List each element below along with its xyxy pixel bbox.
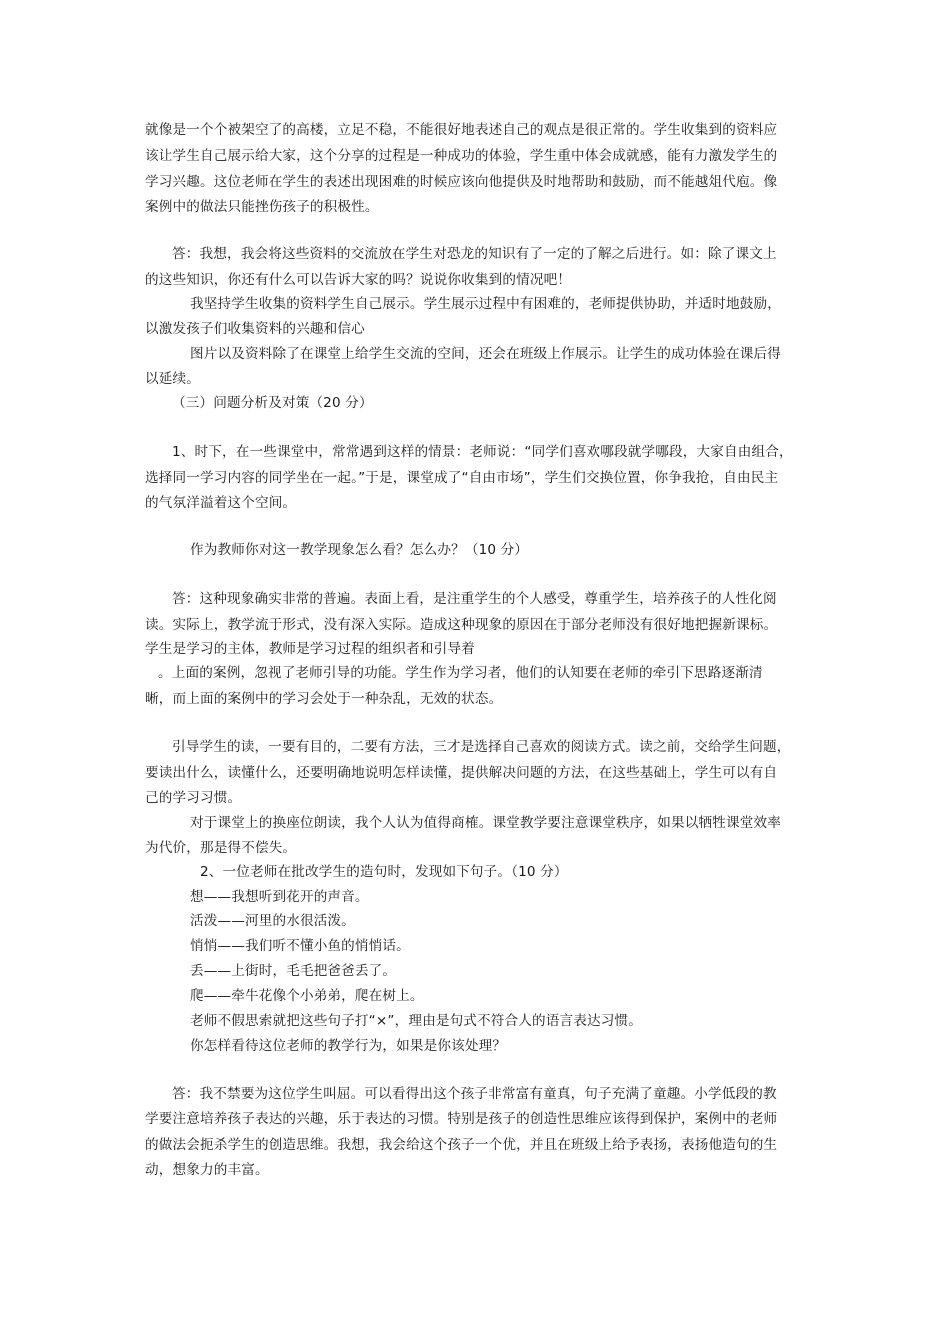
paragraph-line: 该让学生自己展示给大家，这个分享的过程是一种成功的体验，学生重中体会成就感，能有力激发学生的	[145, 148, 778, 164]
answer-line: 。上面的案例，忽视了老师引导的功能。学生作为学习者，他们的认知要在老师的牵引下思路逐渐清	[158, 665, 763, 681]
question-line: 1、时下，在一些课堂中，常常遇到这样的情景：老师说：“同学们喜欢哪段就学哪段，大家自由组合，	[172, 444, 793, 460]
paragraph-line: 引导学生的读，一要有目的，二要有方法，三才是选择自己喜欢的阅读方式。读之前，交给学生问题，	[172, 739, 791, 755]
answer-line: 的这些知识，你还有什么可以告诉大家的吗？说说你收集到的情况吧！	[145, 272, 572, 288]
paragraph-line: 己的学习习惯。	[145, 790, 242, 806]
answer-line: 的做法会扼杀学生的创造思维。我想，我会给这个孩子一个优，并且在班级上给予表扬，表扬他造句的生	[145, 1137, 778, 1153]
section-heading: （三）问题分析及对策（20 分）	[172, 395, 373, 411]
question-line: 2、一位老师在批改学生的造句时，发现如下句子。（10 分）	[200, 864, 568, 880]
paragraph-line: 案例中的做法只能挫伤孩子的积极性。	[145, 199, 379, 215]
paragraph-line: 为代价，那是得不偿失。	[145, 840, 297, 856]
question-prompt: 你怎样看待这位老师的教学行为，如果是你该处理？	[190, 1038, 507, 1054]
example-sentence: 想——我想听到花开的声音。	[190, 889, 369, 905]
paragraph-line: 要读出什么，读懂什么，还要明确地说明怎样读懂，提供解决问题的方法，在这些基础上，学生可以有自	[145, 765, 778, 781]
answer-line: 答：我想，我会将这些资料的交流放在学生对恐龙的知识有了一定的了解之后进行。如：除了课文上	[172, 246, 777, 262]
answer-line: 动，想象力的丰富。	[145, 1162, 269, 1178]
question-prompt: 作为教师你对这一教学现象怎么看？怎么办？（10 分）	[190, 542, 529, 558]
answer-line: 晰，而上面的案例中的学习会处于一种杂乱，无效的状态。	[145, 691, 503, 707]
answer-line: 读。实际上，教学流于形式，没有深入实际。造成这种现象的原因在于部分老师没有很好地把握新课标。	[145, 617, 778, 633]
answer-line: 学要注意培养孩子表达的兴趣，乐于表达的习惯。特别是孩子的创造性思维应该得到保护，案例中的老师	[145, 1111, 778, 1127]
example-sentence: 丢——上街时，毛毛把爸爸丢了。	[190, 963, 397, 979]
answer-line: 学生是学习的主体，教师是学习过程的组织者和引导着	[145, 641, 475, 657]
answer-line: 以延续。	[145, 371, 200, 387]
paragraph-line: 对于课堂上的换座位朗读，我个人认为值得商榷。课堂教学要注意课堂秩序，如果以牺牲课堂效率	[190, 815, 781, 831]
paragraph-line: 就像是一个个被架空了的高楼，立足不稳，不能很好地表述自己的观点是很正常的。学生收集到的资料应	[145, 122, 778, 138]
question-line: 选择同一学习内容的同学坐在一起。”于是，课堂成了“自由市场”，学生们交换位置，你争我抢，自由民主	[145, 470, 779, 486]
example-sentence: 悄悄——我们听不懂小鱼的悄悄话。	[190, 938, 410, 954]
paragraph-line: 学习兴趣。这位老师在学生的表述出现困难的时候应该向他提供及时地帮助和鼓励，而不能越俎代庖。像	[145, 174, 778, 190]
answer-line: 我坚持学生收集的资料学生自己展示。学生展示过程中有困难的，老师提供协助，并适时地鼓励，	[190, 296, 781, 312]
answer-line: 以激发孩子们收集资料的兴趣和信心	[145, 321, 365, 337]
question-line: 老师不假思索就把这些句子打“×”，理由是句式不符合人的语言表达习惯。	[190, 1013, 642, 1029]
answer-line: 答：这种现象确实非常的普遍。表面上看，是注重学生的个人感受，尊重学生，培养孩子的人性化阅	[172, 591, 777, 607]
answer-line: 图片以及资料除了在课堂上给学生交流的空间，还会在班级上作展示。让学生的成功体验在课后得	[190, 346, 781, 362]
answer-line: 答：我不禁要为这位学生叫屈。可以看得出这个孩子非常富有童真，句子充满了童趣。小学低段的教	[172, 1086, 777, 1102]
example-sentence: 活泼——河里的水很活泼。	[190, 913, 355, 929]
question-line: 的气氛洋溢着这个空间。	[145, 495, 297, 511]
example-sentence: 爬——牵牛花像个小弟弟，爬在树上。	[190, 988, 424, 1004]
